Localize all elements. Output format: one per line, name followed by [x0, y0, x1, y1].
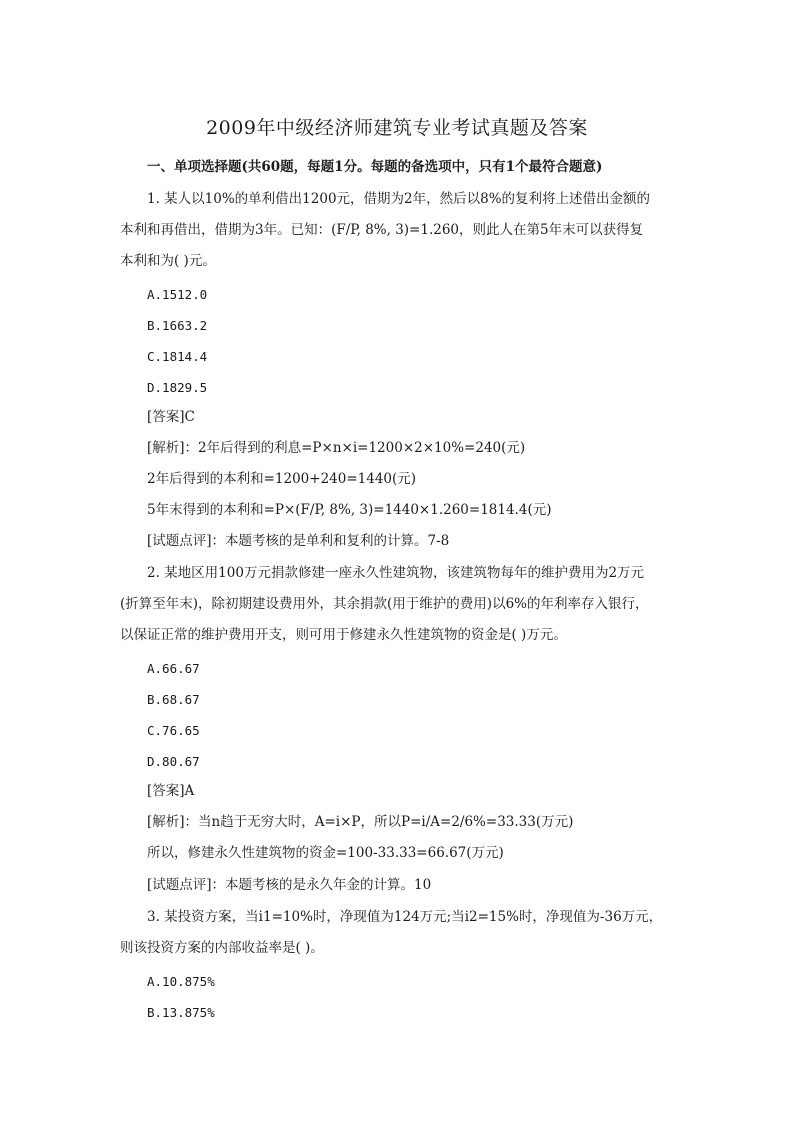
q3-stem-line-2: 则该投资方案的内部收益率是( )。 — [120, 940, 324, 956]
q2-option-a: A.66.67 — [147, 661, 200, 676]
q1-option-d: D.1829.5 — [147, 380, 208, 395]
q2-analysis-1: [解析]：当n趋于无穷大时，A=i×P，所以P=i/A=2/6%=33.33(万元) — [147, 814, 574, 830]
q1-option-b: B.1663.2 — [147, 318, 208, 333]
q1-comment: [试题点评]：本题考核的是单利和复利的计算。7-8 — [147, 533, 450, 549]
document-title: 2009年中级经济师建筑专业考试真题及答案 — [206, 117, 588, 139]
q1-analysis-2: 2年后得到的本利和=1200+240=1440(元) — [147, 471, 417, 487]
q1-option-c: C.1814.4 — [147, 349, 208, 364]
q1-answer: [答案]C — [147, 409, 195, 425]
q2-answer: [答案]A — [147, 783, 195, 799]
q2-analysis-2: 所以，修建永久性建筑物的资金=100-33.33=66.67(万元) — [147, 845, 504, 861]
q2-stem-line-3: 以保证正常的维护费用开支，则可用于修建永久性建筑物的资金是( )万元。 — [120, 627, 567, 643]
q1-analysis-3: 5年末得到的本利和=P×(F/P, 8%, 3)=1440×1.260=1814.4(元) — [147, 502, 552, 518]
q2-option-c: C.76.65 — [147, 723, 200, 738]
q1-analysis-1: [解析]：2年后得到的利息=P×n×i=1200×2×10%=240(元) — [147, 440, 526, 456]
q1-stem-line-2: 本利和再借出，借期为3年。已知：(F/P, 8%, 3)=1.260，则此人在第5年末可以获得复 — [120, 222, 644, 238]
q3-option-a: A.10.875% — [147, 974, 215, 989]
q2-option-b: B.68.67 — [147, 692, 200, 707]
q1-stem-line-1: 1. 某人以10%的单利借出1200元，借期为2年，然后以8%的复利将上述借出金额的 — [147, 191, 651, 207]
q1-stem-line-3: 本利和为( )元。 — [120, 253, 216, 269]
q1-option-a: A.1512.0 — [147, 287, 208, 302]
q3-stem-line-1: 3. 某投资方案，当i1=10%时，净现值为124万元;当i2=15%时，净现值为-36万元， — [147, 909, 663, 925]
q2-comment: [试题点评]：本题考核的是永久年金的计算。10 — [147, 877, 432, 893]
q2-option-d: D.80.67 — [147, 754, 200, 769]
q2-stem-line-2: (折算至年末)，除初期建设费用外，其余捐款(用于维护的费用)以6%的年利率存入银行， — [120, 596, 649, 612]
q2-stem-line-1: 2. 某地区用100万元捐款修建一座永久性建筑物，该建筑物每年的维护费用为2万元 — [147, 565, 645, 581]
q3-option-b: B.13.875% — [147, 1005, 215, 1020]
section-heading: 一、单项选择题(共60题，每题1分。每题的备选项中，只有1个最符合题意) — [147, 159, 603, 175]
